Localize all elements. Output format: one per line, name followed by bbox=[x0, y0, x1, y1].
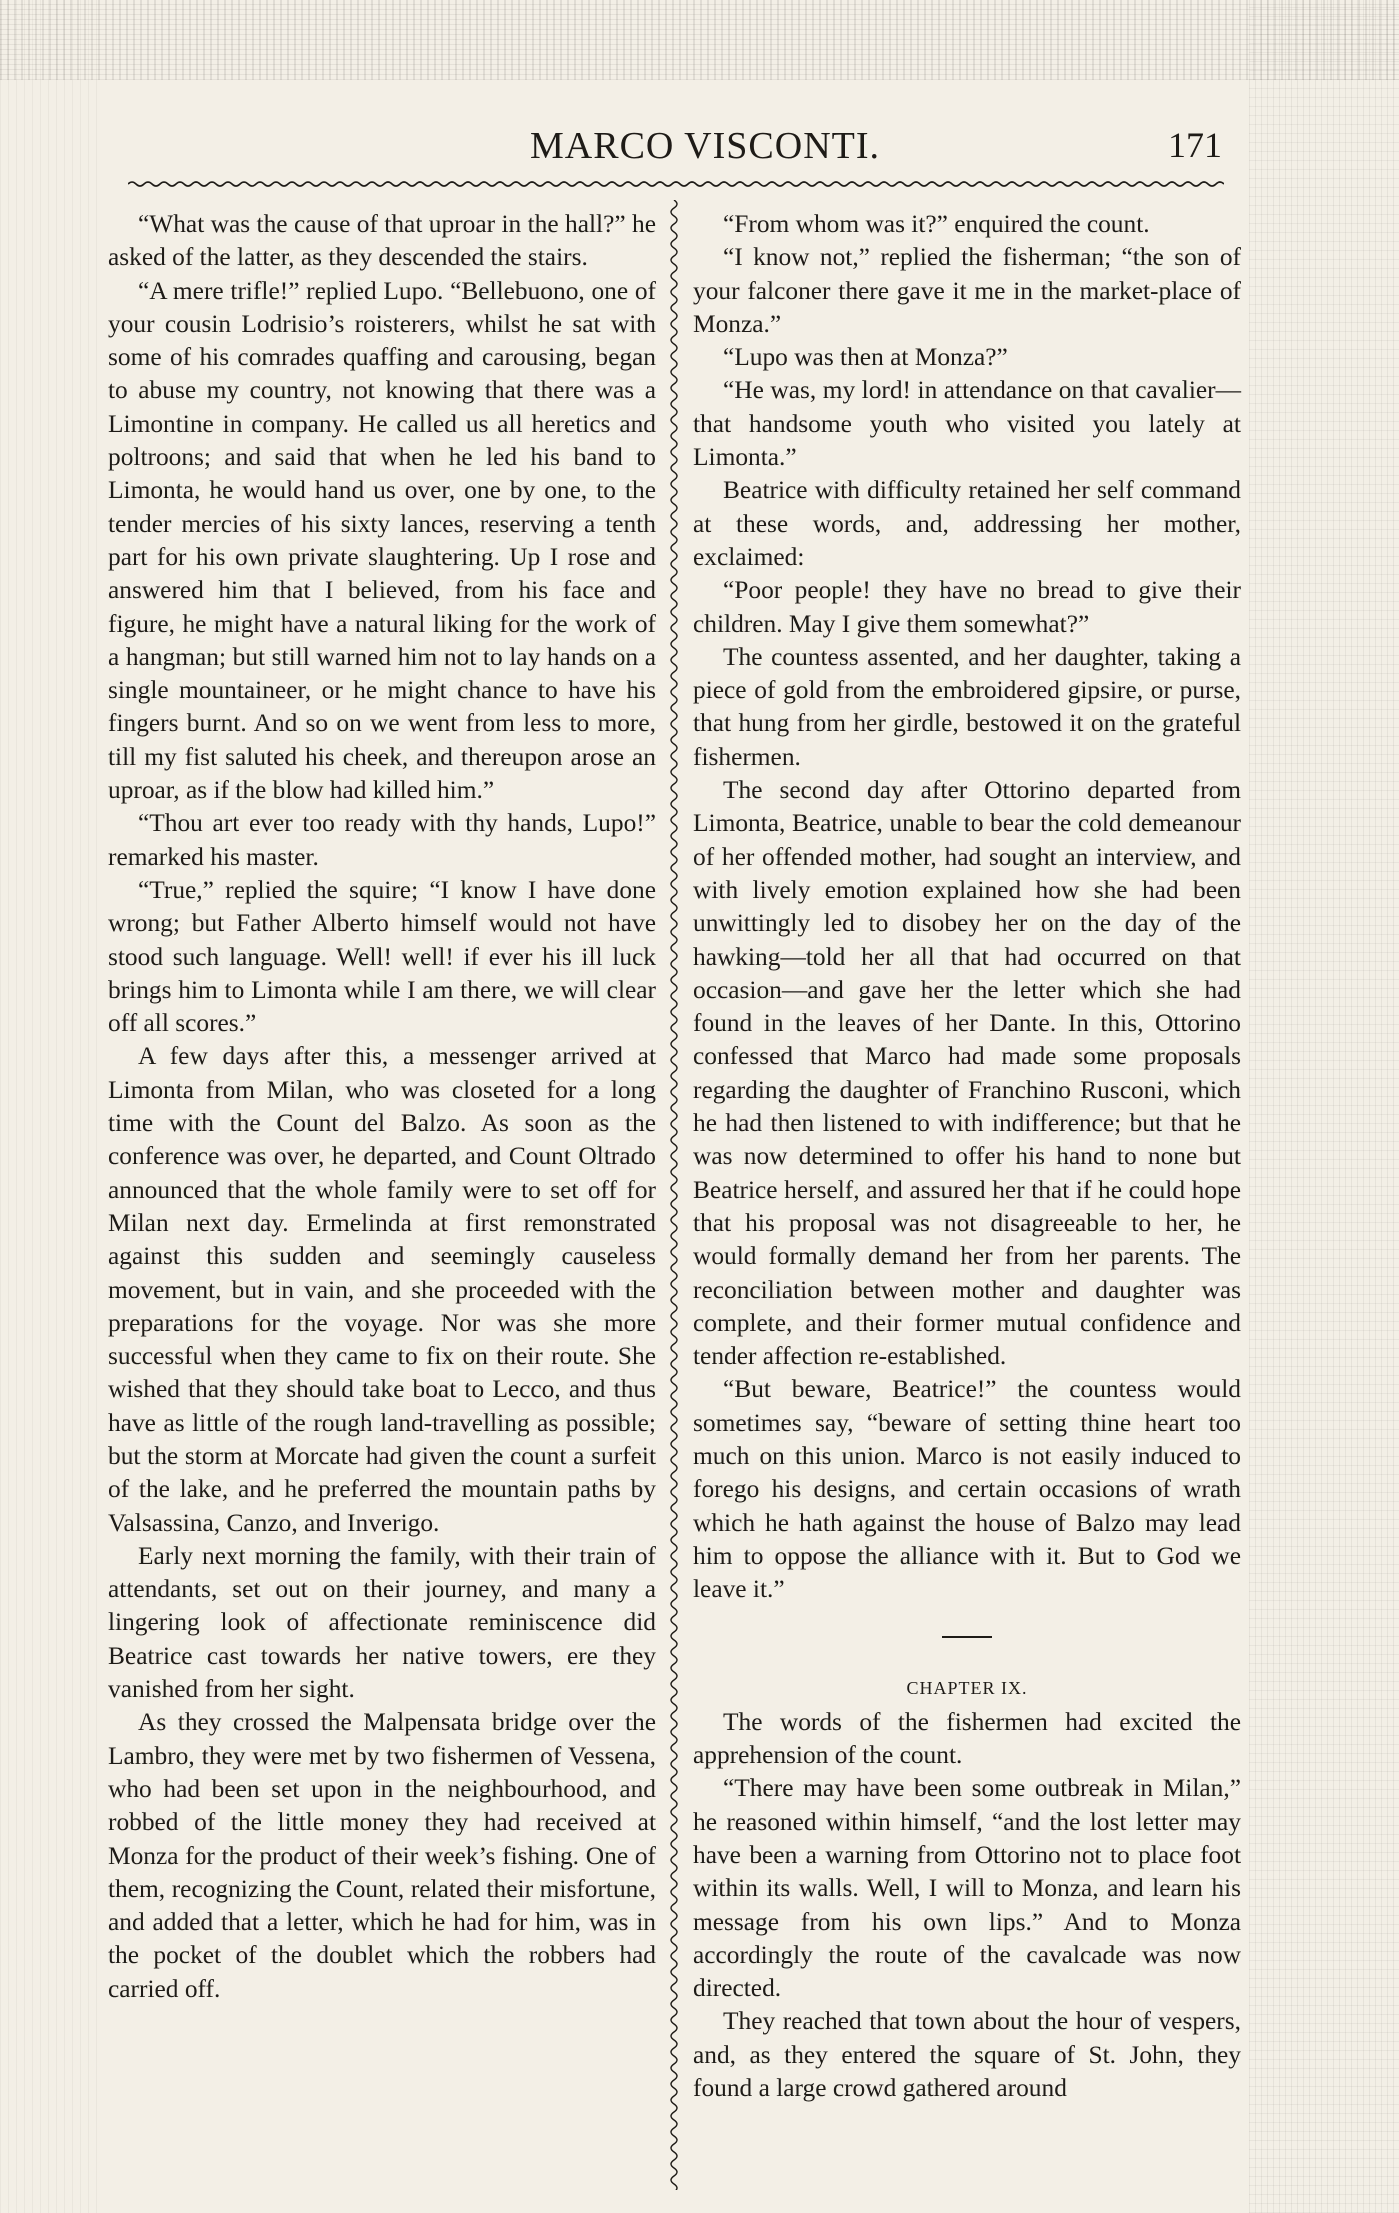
column-wavy-divider bbox=[667, 200, 681, 2190]
running-title: MARCO VISCONTI. bbox=[530, 125, 881, 167]
paragraph: A few days after this, a messenger arrived at Limonta from Milan, who was closeted for a long time with the Count del Balzo. As soon as the conference was over, he departed, and Count Oltrado announced that the whole family were to set off for Milan next day. Ermelinda at first remonstrated against this sudden and seemingly causeless movement, but in vain, and she proceeded with the preparations for the voyage. Nor was she more successful when they came to fix on their route. She wished that they should take boat to Lecco, and thus have as little of the rough land-travelling as possible; but the storm at Morcate had given the count a surfeit of the lake, and he preferred the mountain paths by Valsassina, Canzo, and Inverigo. bbox=[108, 1042, 656, 1537]
paragraph: “But beware, Beatrice!” the countess would sometimes say, “beware of setting thine heart too much on this union. Marco is not easily induced to forego his designs, and certain occasions of wrath which he hath against the house of Balzo may lead him to oppose the alliance with it. But to God we leave it.” bbox=[693, 1375, 1241, 1604]
paragraph: “True,” replied the squire; “I know I have done wrong; but Father Alberto himself would not have stood such language. Well! well! if ever his ill luck brings him to Limonta while I am there, we will clear off all scores.” bbox=[108, 875, 656, 1038]
header-wavy-rule bbox=[128, 180, 1224, 188]
paragraph: “Poor people! they have no bread to give their children. May I give them somewhat?” bbox=[693, 576, 1241, 638]
paragraph: “He was, my lord! in attendance on that cavalier—that handsome youth who visited you lately at Limonta.” bbox=[693, 376, 1241, 472]
right-text-column bbox=[693, 208, 1241, 2105]
paragraph: The second day after Ottorino departed from Limonta, Beatrice, unable to bear the cold demeanour of her offended mother, had sought an interview, and with lively emotion explained how she had been unwittingly led to disobey her on the day of the hawking—told her all that had occurred on that occasion—and gave her the letter which she had found in the leaves of her Dante. In this, Ottorino confessed that Marco had made some proposals regarding the daughter of Franchino Rusconi, which he had then listened to with indifference; but that he was now determined to offer his hand to none but Beatrice herself, and assured her that if he could hope that his proposal was not disagreeable to her, he would formally demand her from her parents. The reconciliation between mother and daughter was complete, and their former mutual confidence and tender affection re-established. bbox=[693, 776, 1241, 1371]
scan-noise-right bbox=[1249, 0, 1399, 2213]
paragraph: “Lupo was then at Monza?” bbox=[723, 343, 1008, 372]
section-separator-rule bbox=[942, 1636, 992, 1638]
paragraph: The words of the fishermen had excited the apprehension of the count. bbox=[693, 1707, 1241, 1770]
paragraph: “Thou art ever too ready with thy hands, Lupo!” remarked his master. bbox=[108, 809, 656, 871]
paragraph: “What was the cause of that uproar in the hall?” he asked of the latter, as they descended the stairs. bbox=[108, 210, 656, 272]
chapter-heading: CHAPTER IX. bbox=[906, 1678, 1028, 1699]
paragraph: “From whom was it?” enquired the count. bbox=[723, 210, 1150, 238]
scan-noise-top bbox=[0, 0, 1399, 80]
paragraph: “I know not,” replied the fisherman; “the son of your falconer there gave it me in the market-place of Monza.” bbox=[693, 243, 1241, 338]
paragraph: As they crossed the Malpensata bridge over the Lambro, they were met by two fishermen of Vessena, who had been set upon in the neighbourhood, and robbed of the little money they had received at Monza for the product of their week’s fishing. One of them, recognizing the Count, related their misfortune, and added that a letter, which he had for him, was in the pocket of the doublet which the robbers had carried off. bbox=[108, 1708, 656, 2003]
paragraph: “There may have been some outbreak in Milan,” he reasoned within himself, “and the lost letter may have been a warning from Ottorino not to place foot within its walls. Well, I will to Monza, and learn his message from his own lips.” And to Monza accordingly the route of the cavalcade was now directed. bbox=[693, 1774, 1241, 2003]
paragraph: They reached that town about the hour of vespers, and, as they entered the square of St. John, they found a large crowd gathered around bbox=[693, 2007, 1241, 2103]
paragraph: The countess assented, and her daughter, taking a piece of gold from the embroidered gipsire, or purse, that hung from her girdle, bestowed it on the grateful fishermen. bbox=[693, 642, 1241, 771]
paragraph: “A mere trifle!” replied Lupo. “Bellebuono, one of your cousin Lodrisio’s roisterers, whilst he sat with some of his comrades quaffing and carousing, began to abuse my country, not knowing that there was a Limontine in company. He called us all heretics and poltroons; and said that when he led his band to Limonta, he would hand us over, one by one, to the tender mercies of his sixty lances, reserving a tenth part for his own private slaughtering. Up I rose and answered him that I believed, from his face and figure, he might have a natural liking for the work of a hangman; but still warned him not to lay hands on a single mountaineer, or he might chance to have his fingers burnt. And so on we went from less to more, till my fist saluted his cheek, and thereupon arose an uproar, as if the blow had killed him.” bbox=[108, 276, 656, 805]
left-text-column bbox=[108, 208, 656, 2006]
scan-noise-left bbox=[0, 0, 100, 2213]
paragraph: Beatrice with difficulty retained her self command at these words, and, addressing her mother, exclaimed: bbox=[693, 476, 1241, 571]
running-head bbox=[120, 118, 1230, 178]
paragraph: Early next morning the family, with their train of attendants, set out on their journey, and many a lingering look of affectionate reminiscence did Beatrice cast towards her native towers, ere they vanished from her sight. bbox=[108, 1541, 656, 1704]
page-number: 171 bbox=[1168, 125, 1222, 165]
